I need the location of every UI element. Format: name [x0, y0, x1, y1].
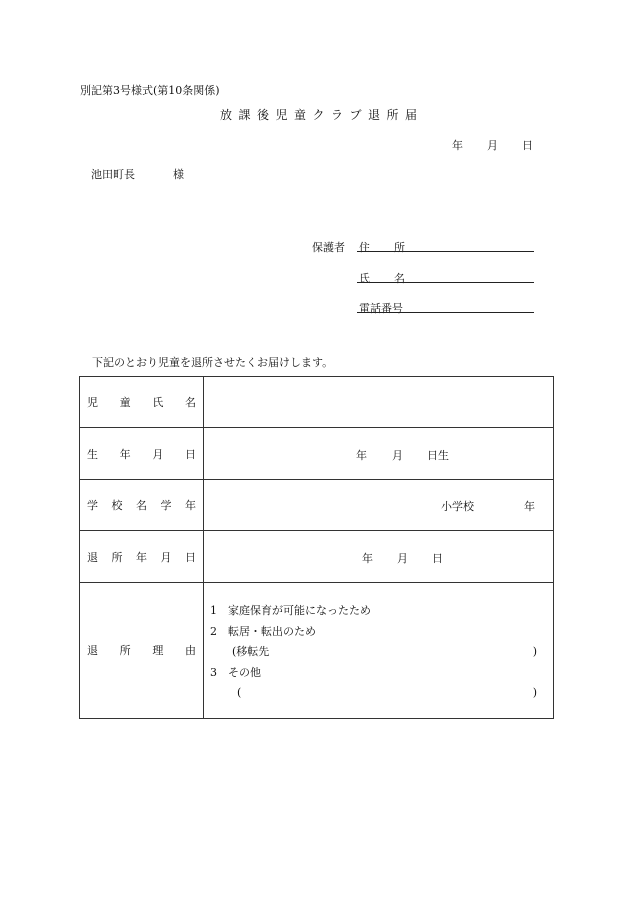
- other-open-paren: (: [237, 686, 242, 699]
- reason-relocation-detail[interactable]: [210, 642, 553, 663]
- withdrawal-month-label: 月: [397, 552, 408, 565]
- addressee-honorific: 様: [173, 168, 184, 181]
- relocation-close-paren: ): [532, 645, 537, 658]
- guardian-label: 保護者: [312, 241, 345, 254]
- address-label-1: 住: [359, 241, 370, 254]
- table-row: [80, 583, 554, 719]
- table-row: [80, 428, 554, 480]
- reason-other-detail[interactable]: [210, 683, 553, 704]
- row-label-withdrawal-reason: 退 所 理 由: [80, 583, 204, 719]
- phone-label: 電話番号: [359, 302, 403, 315]
- school-suffix-label: 小学校: [441, 500, 474, 513]
- grade-suffix-label: 年: [524, 500, 535, 513]
- name-label-2: 名: [394, 272, 405, 285]
- table-row: [80, 480, 554, 531]
- other-close-paren: ): [532, 686, 537, 699]
- date-year-label: 年: [452, 139, 463, 152]
- form-title: 放課後児童クラブ退所届: [220, 108, 424, 122]
- withdrawal-date-field[interactable]: [204, 531, 554, 583]
- birthdate-field[interactable]: [204, 428, 554, 480]
- addressee-name: 池田町長: [91, 168, 135, 181]
- child-name-field[interactable]: [204, 377, 554, 428]
- intro-text: 下記のとおり児童を退所させたくお届けします。: [92, 356, 334, 369]
- address-label-2: 所: [394, 241, 405, 254]
- reason-option-3[interactable]: 3 その他: [210, 665, 261, 679]
- reason-option-2[interactable]: 2 転居・転出のため: [210, 624, 316, 638]
- birth-year-label: 年: [356, 449, 367, 462]
- row-label-child-name: 児 童 氏 名: [80, 377, 204, 428]
- row-label-withdrawal-date: 退 所 年 月 日: [80, 531, 204, 583]
- date-month-label: 月: [487, 139, 498, 152]
- row-label-school-grade: 学 校 名 学 年: [80, 480, 204, 531]
- address-field[interactable]: [357, 251, 534, 252]
- withdrawal-form-table: [79, 376, 554, 719]
- table-row: [80, 377, 554, 428]
- row-label-birthdate: 生 年 月 日: [80, 428, 204, 480]
- school-grade-field[interactable]: [204, 480, 554, 531]
- withdrawal-day-label: 日: [432, 552, 443, 565]
- withdrawal-reason-field[interactable]: [204, 583, 554, 719]
- birth-month-label: 月: [392, 449, 403, 462]
- table-row: [80, 531, 554, 583]
- name-field[interactable]: [357, 282, 534, 283]
- withdrawal-year-label: 年: [362, 552, 373, 565]
- reason-option-1[interactable]: 1 家庭保育が可能になったため: [210, 604, 371, 617]
- phone-field[interactable]: [357, 312, 534, 313]
- date-day-label: 日: [522, 139, 533, 152]
- form-number-label: 別記第3号様式(第10条関係): [80, 84, 220, 97]
- birth-day-label: 日生: [427, 449, 449, 462]
- relocation-open-paren: (移転先: [232, 645, 270, 658]
- name-label-1: 氏: [359, 272, 370, 285]
